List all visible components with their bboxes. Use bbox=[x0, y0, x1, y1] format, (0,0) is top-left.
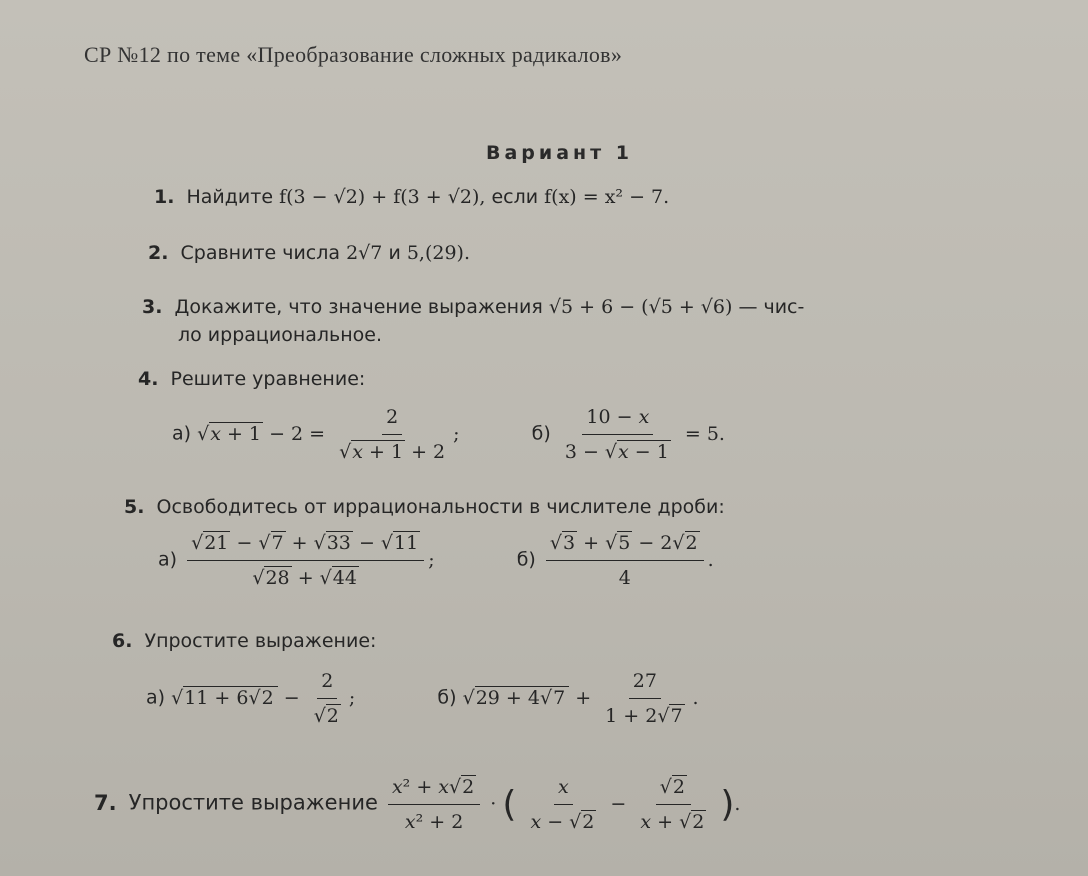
task-number: 4. bbox=[138, 368, 159, 390]
task-number: 6. bbox=[112, 630, 133, 652]
task-6-parts bbox=[146, 666, 699, 731]
task-text: Найдите bbox=[186, 186, 274, 208]
part-label-a: а) bbox=[172, 422, 192, 445]
variant-title: Вариант 1 bbox=[486, 142, 634, 164]
task-text: Докажите, что значение выражения bbox=[174, 296, 543, 318]
task-text: Упростите выражение bbox=[128, 790, 378, 815]
task-3-expression: √5 + 6 − (√5 + √6) bbox=[548, 296, 733, 318]
conjunction: и bbox=[388, 242, 401, 264]
part-label-a: а) bbox=[146, 686, 166, 709]
fraction-b: $\frac{√3 + √5 - 2√2}{4}$ . bbox=[542, 549, 714, 571]
task-3 bbox=[142, 292, 804, 322]
task-number: 5. bbox=[124, 496, 145, 518]
task-4-parts bbox=[172, 402, 725, 467]
expression-b: √29 + 4√7 + $\frac{27}{1 + 2√7}$ . bbox=[463, 687, 699, 709]
number-b: 5,(29). bbox=[406, 242, 471, 264]
task-number: 3. bbox=[142, 296, 163, 318]
fraction-a: $\frac{√21 - √7 + √33 - √11}{√28 + √44}$ ; bbox=[183, 549, 441, 571]
part-label-b: б) bbox=[437, 686, 457, 709]
task-5-parts bbox=[158, 528, 714, 593]
equation-a: √x + 1 − 2 = $\frac{2}{√x + 1 + 2}$ ; bbox=[197, 423, 465, 445]
task-number: 1. bbox=[154, 186, 175, 208]
expression-7: $\frac{\text{x² + x√2}}{\text{x² + 2}}$ · ( $\frac{x}{x - √2}$ − $\frac{√2}{x + √2}$ ). bbox=[384, 793, 740, 815]
task-6 bbox=[112, 626, 376, 656]
task-text: Сравните числа bbox=[180, 242, 341, 264]
task-2 bbox=[148, 238, 470, 268]
task-5 bbox=[124, 492, 725, 522]
task-3-tail: — чис- bbox=[738, 296, 805, 318]
task-1-condition-word: если bbox=[491, 186, 539, 208]
task-text-continued: ло иррациональное. bbox=[178, 324, 383, 346]
task-1-condition: f(x) = x² − 7. bbox=[544, 186, 670, 208]
task-1 bbox=[154, 182, 669, 212]
number-a: 2√7 bbox=[346, 242, 383, 264]
task-7 bbox=[94, 772, 740, 837]
task-4 bbox=[138, 364, 365, 394]
part-label-a: а) bbox=[158, 548, 178, 571]
task-number: 2. bbox=[148, 242, 169, 264]
part-label-b: б) bbox=[531, 422, 551, 445]
equation-b: $\frac{10 - x}{3 - √x - 1}$ = 5. bbox=[557, 423, 725, 445]
worksheet-header: СР №12 по теме «Преобразование сложных радикалов» bbox=[84, 42, 623, 67]
expression-a: √11 + 6√2 − $\frac{2}{√2}$ ; bbox=[171, 687, 361, 709]
task-text: Освободитесь от иррациональности в числителе дроби: bbox=[156, 496, 725, 518]
task-text: Решите уравнение: bbox=[170, 368, 366, 390]
task-text: Упростите выражение: bbox=[144, 630, 377, 652]
part-label-b: б) bbox=[516, 548, 536, 571]
task-3-line-2 bbox=[178, 320, 382, 350]
task-number: 7. bbox=[94, 790, 117, 815]
task-1-expression: f(3 − √2) + f(3 + √2), bbox=[279, 186, 486, 208]
